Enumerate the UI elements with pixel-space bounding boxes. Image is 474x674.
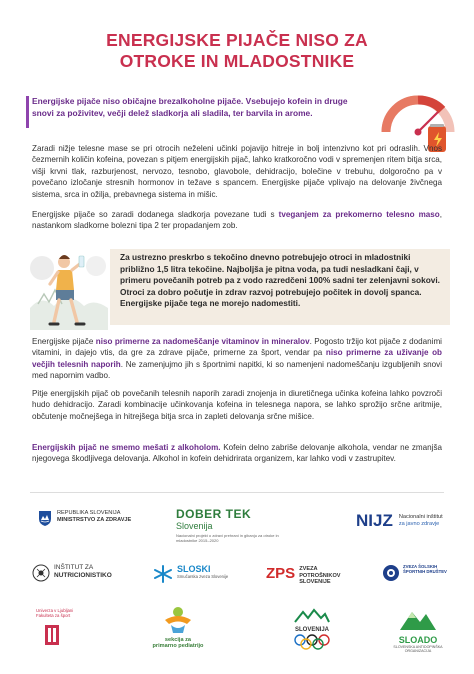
logo-dober-tek — [176, 508, 280, 543]
logo-text: ZVEZA ŠOLSKIH ŠPORTNIH DRUŠTEV — [403, 564, 447, 575]
logo-ministry-of-health — [38, 510, 168, 526]
institute-emblem-icon — [32, 564, 50, 582]
runner-drinking-illustration — [28, 248, 110, 330]
logo-zps — [266, 566, 356, 586]
highlight-text: tveganjem za prekomerno telesno maso — [278, 210, 440, 219]
logo-text: Smučarska zveza Slovenije — [177, 574, 229, 579]
logo-text: ZVEZA — [299, 566, 318, 572]
pediatrics-figure-icon — [161, 606, 195, 634]
logo-sloado — [388, 608, 448, 653]
logo-faculty-of-sport — [36, 608, 92, 649]
logo-text: MINISTRSTVO ZA ZDRAVJE — [57, 516, 132, 523]
paragraph-vitamins — [32, 336, 442, 382]
logo-text: SLOVENIJA — [294, 626, 329, 633]
logo-text: SLOVENIJE — [299, 579, 331, 586]
logo-text: Nacionalni projekt o zdravi prehrani in gibanju za otroke in mladostnike 2015–2020 — [176, 533, 279, 543]
logo-institute-nutrition — [32, 564, 128, 582]
lead-accent-bar — [26, 96, 29, 128]
logo-text: REPUBLIKA SLOVENIJA — [57, 510, 121, 516]
text-span: , nastankom sladkorne bolezni tipa 2 ter propadanjem zob. — [32, 210, 442, 231]
logo-text: za javno zdravje — [398, 520, 440, 527]
text-span: . Pogosto tržijo kot pijače z dodanimi vitamini, in dajejo vtis, da gre za zdrave pijače, primerne za šport, vendar pa — [32, 337, 442, 358]
hydration-callout-text: Za ustrezno preskrbo s tekočino dnevno potrebujejo otroci in mladostniki približno 1,5 litra tekočine. Najboljša je pitna voda, pa tudi nesladkani čaji, v primeru povečanih potreb pa z vodo razredčeni 100% sadni ter zelenjavni sokovi. Otroci za dobro počutje in zdrav razvoj potrebujejo počitek in dovolj spanca. Energijske pijače tega ne morejo nadomestiti. — [120, 252, 440, 309]
highlight-text: niso primerne za nadomeščanje vitaminov in mineralov — [95, 337, 310, 346]
logo-olympic-committee — [280, 608, 344, 652]
footer-divider — [30, 492, 444, 493]
sloado-mountain-icon — [398, 608, 438, 632]
title-line-2: OTROKE IN MLADOSTNIKE — [119, 51, 355, 71]
logo-text: Slovenija — [176, 521, 213, 531]
page-title — [60, 30, 414, 72]
logo-text: Univerza v Ljubljani Fakulteta za šport — [36, 608, 74, 619]
mountain-emblem-icon — [293, 608, 331, 624]
logo-text: SLOVENSKA ANTIDOPINŠKA ORGANIZACIJA — [393, 644, 443, 653]
logo-text: INŠTITUT ZA — [54, 564, 94, 571]
logo-text: NUTRICIONISTIKO — [54, 572, 112, 579]
slovenia-coat-of-arms-icon — [38, 510, 52, 526]
olympic-rings-icon — [292, 634, 332, 650]
paragraph-dehydration: Pitje energijskih pijač ob povečanih telesnih naporih zaradi znojenja in diuretičnega učinka kofeina lahko povzroči hudo dehidracijo. Zaradi kombinacije učinkovanja kofeina in telesnega napora, se lahko sprožijo srčne aritmije, občutenje močnejšega in hitrejšega bitja srca in zapleti delovanja srčne mišice. — [32, 389, 442, 421]
logo-text: SLOSKI — [177, 564, 211, 574]
logo-nijz — [356, 512, 450, 529]
logo-primary-pediatrics — [140, 606, 216, 650]
school-sports-emblem-icon — [382, 564, 400, 582]
text-span: Energijske pijače — [32, 337, 96, 346]
logo-text: primarno pediatrijo — [152, 643, 204, 650]
logo-school-sports — [382, 564, 448, 582]
logo-text: sekcija za — [164, 636, 192, 643]
snowflake-icon — [152, 564, 174, 584]
faculty-emblem-icon — [44, 624, 60, 646]
paragraph-sugar-risk — [32, 209, 442, 232]
logo-text: NIJZ — [356, 511, 393, 530]
logo-text: SLOADO — [398, 634, 438, 645]
text-span: . Ne zamenjujmo jih s športnimi napitki, ki so namenjeni nadomeščanju izgubljenih snovi med napornim vadbo. — [32, 359, 442, 381]
logo-sloski — [152, 564, 232, 584]
logo-text: DOBER TEK — [176, 507, 252, 521]
logo-text: POTROŠNIKOV — [299, 572, 341, 579]
text-span: Kofein delno zabriše delovanje alkohola, vendar ne zmanjša njegovega škodljivega delovanja. Alkohol in kofein dehidrirata organizem, kar lahko vodi v zastrupitev. — [32, 443, 442, 464]
logo-text: Nacionalni inštitut — [398, 514, 443, 520]
text-span: Energijske pijače so zaradi dodanega sladkorja povezane tudi s — [32, 210, 279, 219]
highlight-text: niso primerne za uživanje ob večjih telesnih naporih — [32, 348, 442, 369]
logo-text: ZPS — [266, 565, 296, 582]
title-line-1: ENERGIJSKE PIJAČE NISO ZA — [106, 30, 368, 50]
paragraph-health-effects: Zaradi nižje telesne mase se pri otrocih neželeni učinki pojavijo hitreje in bolj intenzivno kot pri odraslih. Vnos čezmernih količin kofeina, povezan s pitjem energijskih pijač, lahko kratkoročno vodi v spremenjen ritem bitja srca, višji krvni tlak, razburjenost, nervozo, tesnobo, glavobole, dehidracijo, bolečine v trebuhu, dolgoročno pa v povečano izločanje stresnih hormonov in težave s spancem. Energijske pijače vplivajo na delovanje živčnega sistema, srca in ožilja, prebavnega sistema in mišic. — [32, 144, 442, 199]
paragraph-alcohol — [32, 442, 442, 465]
lead-paragraph: Energijske pijače niso običajne brezalkoholne pijače. Vsebujejo kofein in druge snovi za poživitev, večji delež sladkorja ali sladila, ter barvila in arome. — [32, 96, 348, 118]
highlight-text: Energijskih pijač ne smemo mešati z alkoholom. — [32, 443, 221, 452]
